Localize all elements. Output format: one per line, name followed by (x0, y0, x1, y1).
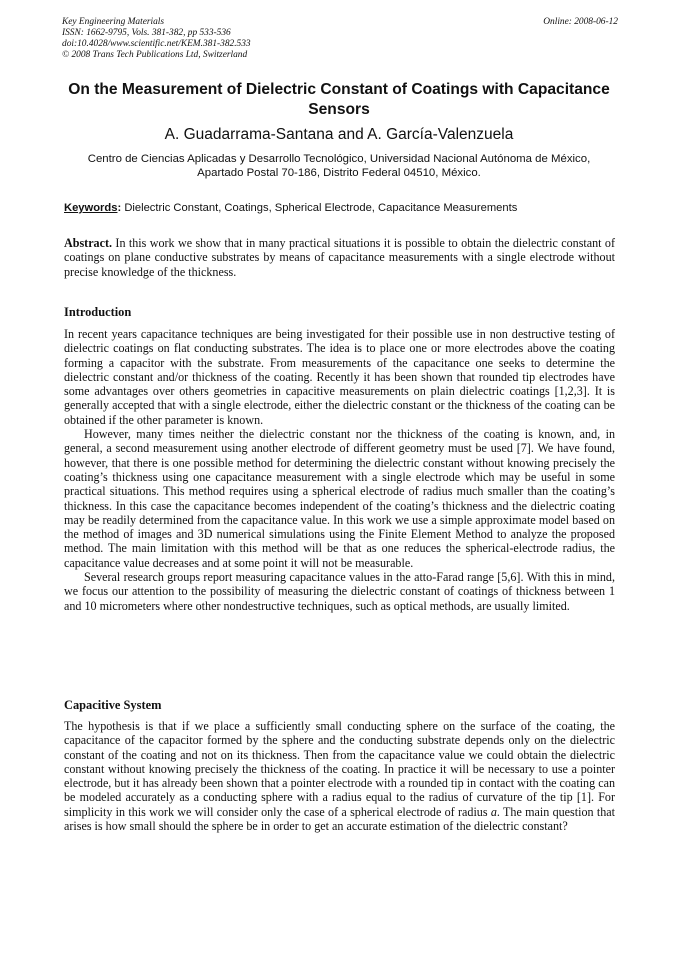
capacitive-text-after: . The main question that arises is how small should the sphere be in order to get an accurate estimation of the dielectric constant? (64, 804, 615, 834)
abstract-text: In this work we show that in many practical situations it is possible to obtain the dielectric constant of coatings on plane conductive substrates by means of capacitance measurements with a single electrode without precise knowledge of the thickness. (64, 236, 615, 279)
introduction-heading: Introduction (64, 305, 132, 319)
capacitive-system-body (64, 719, 615, 833)
issn-line: ISSN: 1662-9795, Vols. 381-382, pp 533-536 (62, 28, 231, 38)
radius-variable: a (490, 804, 497, 819)
introduction-paragraph-1: In recent years capacitance techniques are being investigated for their possible use in non destructive testing of dielectric coatings on flat conducting substrates. The idea is to place one or more electrodes above the coating forming a capacitor with the substrate. From measurements of the capacitance one seeks to determine the dielectric constant and/or thickness of the coating. Recently it has been shown that rounded tip electrodes have some advantages over others geometries in capacitive measurements on plain dielectric coatings [1,2,3]. It is generally accepted that with a single electrode, either the dielectric constant or the thickness of the coating can be obtained if the other parameter is known. (64, 327, 615, 427)
copyright-line: © 2008 Trans Tech Publications Ltd, Switzerland (62, 50, 248, 60)
introduction-paragraph-3: Several research groups report measuring capacitance values in the atto-Farad range [5,6]. With this in mind, we focus our attention to the possibility of measuring the dielectric constant of coatings of thickness between 1 and 10 micrometers where other nondestructive techniques, such as optical methods, are usually limited. (64, 570, 615, 613)
introduction-paragraph-2: However, many times neither the dielectric constant nor the thickness of the coating is known, and, in general, a second measurement using another electrode of different geometry must be used [7]. We have found, however, that there is one possible method for determining the dielectric constant without knowing precisely the coating’s thickness using one capacitance measurement with a single electrode which may be useful in some practical situations. This method requires using a spherical electrode of radius much smaller than the coating’s thickness. In this case the capacitance becomes independent of the coating’s thickness and the dielectric coating may be readily determined from the capacitance value. In this work we use a simple approximate model based on the method of images and 3D numerical simulations using the Finite Element Method to analyze the proposed method. The main limitation with this method will be that as one reduces the spherical-electrode radius, the capacitance value decreases and at some point it will not be measurable. (64, 427, 615, 570)
online-date: Online: 2008-06-12 (543, 17, 618, 27)
affiliation-line-1: Centro de Ciencias Aplicadas y Desarrollo Tecnológico, Universidad Nacional Autónoma de México, (87, 153, 591, 165)
journal-name: Key Engineering Materials (62, 17, 165, 27)
abstract-label: Abstract. (64, 236, 113, 250)
capacitive-system-paragraph (64, 719, 615, 833)
capacitive-system-heading: Capacitive System (64, 698, 162, 712)
journal-header (62, 17, 618, 61)
keywords: Keywords: Dielectric Constant, Coatings, Spherical Electrode, Capacitance Measurements (64, 202, 518, 214)
abstract (64, 236, 615, 279)
keywords-text: Dielectric Constant, Coatings, Spherical Electrode, Capacitance Measurements (124, 202, 518, 214)
introduction-body (64, 327, 615, 613)
keywords-label: Keywords (64, 202, 118, 214)
doi-line: doi:10.4028/www.scientific.net/KEM.381-382.533 (62, 39, 251, 49)
capacitive-text-before: The hypothesis is that if we place a sufficiently small conducting sphere on the surface of the coating, the capacitance of the capacitor formed by the sphere and the conducting substrate depends only on the dielectric constant of the coating and not on its thickness. Then from the capacitance value we could obtain the dielectric constant without knowing precisely the thickness of the coating. In practice it will be necessary to use a pointer electrode, but it has already been shown that a pointer electrode with a rounded tip in contact with the coating can be modeled accurately as a conducting sphere with a radius equal to the radius of curvature of the tip [1]. For simplicity in this work we will consider only the case of a spherical electrode of radius (64, 719, 615, 819)
affiliation-line-2: Apartado Postal 70-186, Distrito Federal 04510, México. (197, 167, 481, 179)
paper-title: On the Measurement of Dielectric Constant of Coatings with Capacitance Sensors (68, 81, 610, 118)
affiliation (58, 152, 620, 180)
paper-authors: A. Guadarrama-Santana and A. García-Valenzuela (164, 126, 514, 143)
